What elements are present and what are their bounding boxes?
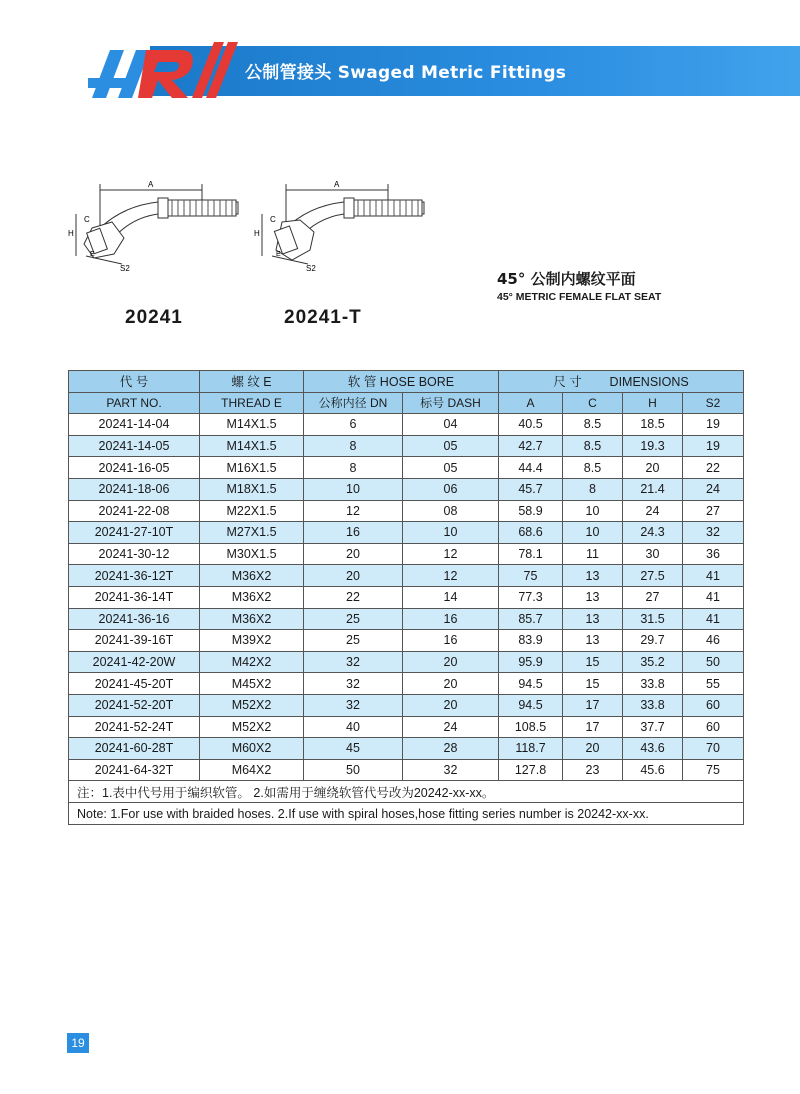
table-row	[69, 759, 744, 781]
cell-dim-s2: 22	[683, 457, 744, 479]
cell-dash: 12	[403, 565, 499, 587]
cell-dn: 32	[304, 673, 403, 695]
cell-dim-a: 42.7	[499, 435, 563, 457]
table-row	[69, 630, 744, 652]
cell-dash: 28	[403, 738, 499, 760]
dim-label-h: H	[254, 229, 260, 238]
cell-dim-s2: 60	[683, 694, 744, 716]
cell-thread: M16X1.5	[200, 457, 304, 479]
cell-dim-s2: 55	[683, 673, 744, 695]
cell-dim-s2: 24	[683, 478, 744, 500]
product-title-cn: 45° 公制内螺纹平面	[497, 270, 636, 288]
cell-part-no: 20241-30-12	[69, 543, 200, 565]
cell-dim-a: 94.5	[499, 694, 563, 716]
dim-label-c: C	[84, 215, 90, 224]
header-h: H	[623, 392, 683, 414]
cell-dim-s2: 32	[683, 522, 744, 544]
cell-dn: 32	[304, 651, 403, 673]
cell-dim-c: 15	[563, 673, 623, 695]
cell-part-no: 20241-60-28T	[69, 738, 200, 760]
cell-dim-s2: 70	[683, 738, 744, 760]
cell-dash: 08	[403, 500, 499, 522]
page-number: 19	[67, 1033, 89, 1053]
cell-thread: M14X1.5	[200, 435, 304, 457]
cell-dim-s2: 46	[683, 630, 744, 652]
cell-dn: 20	[304, 565, 403, 587]
header-hose-bore: 软 管 HOSE BORE	[304, 371, 499, 393]
cell-dim-h: 30	[623, 543, 683, 565]
note-cn: 注：1.表中代号用于编织软管。 2.如需用于缠绕软管代号改为20242-xx-xx。	[69, 781, 744, 803]
header-a: A	[499, 392, 563, 414]
cell-dim-c: 10	[563, 500, 623, 522]
cell-dim-a: 95.9	[499, 651, 563, 673]
cell-dim-s2: 60	[683, 716, 744, 738]
cell-dn: 40	[304, 716, 403, 738]
cell-dash: 14	[403, 586, 499, 608]
cell-dim-c: 8.5	[563, 435, 623, 457]
cell-dim-s2: 41	[683, 565, 744, 587]
header-part-en: PART NO.	[69, 392, 200, 414]
cell-dash: 20	[403, 651, 499, 673]
cell-part-no: 20241-14-05	[69, 435, 200, 457]
cell-part-no: 20241-52-24T	[69, 716, 200, 738]
header-dn: 公称内径 DN	[304, 392, 403, 414]
cell-dim-c: 17	[563, 716, 623, 738]
cell-dim-s2: 41	[683, 586, 744, 608]
header-c: C	[563, 392, 623, 414]
cell-dim-h: 31.5	[623, 608, 683, 630]
cell-dim-a: 44.4	[499, 457, 563, 479]
cell-dim-s2: 27	[683, 500, 744, 522]
dim-label-a: A	[148, 180, 154, 189]
cell-dash: 16	[403, 608, 499, 630]
cell-dim-s2: 19	[683, 435, 744, 457]
cell-dim-h: 19.3	[623, 435, 683, 457]
cell-dim-h: 21.4	[623, 478, 683, 500]
fitting-drawing-20241	[62, 170, 252, 275]
cell-dim-c: 15	[563, 651, 623, 673]
cell-part-no: 20241-36-12T	[69, 565, 200, 587]
dim-label-c: C	[270, 215, 276, 224]
cell-dim-h: 35.2	[623, 651, 683, 673]
model-number-1: 20241	[125, 307, 183, 328]
cell-thread: M60X2	[200, 738, 304, 760]
cell-dash: 20	[403, 673, 499, 695]
cell-dash: 20	[403, 694, 499, 716]
header-thread-cn: 螺 纹 E	[200, 371, 304, 393]
header-s2: S2	[683, 392, 744, 414]
cell-dim-h: 43.6	[623, 738, 683, 760]
cell-dim-a: 40.5	[499, 414, 563, 436]
header-dash: 标号 DASH	[403, 392, 499, 414]
cell-dim-h: 27.5	[623, 565, 683, 587]
cell-dim-c: 13	[563, 608, 623, 630]
table-row	[69, 694, 744, 716]
note-en: Note: 1.For use with braided hoses. 2.If use with spiral hoses,hose fitting series number is 20242-xx-xx.	[69, 803, 744, 825]
cell-dn: 25	[304, 608, 403, 630]
cell-dn: 8	[304, 435, 403, 457]
cell-dn: 8	[304, 457, 403, 479]
table-row	[69, 500, 744, 522]
table-row	[69, 435, 744, 457]
cell-dim-a: 45.7	[499, 478, 563, 500]
cell-dim-h: 24.3	[623, 522, 683, 544]
cell-thread: M36X2	[200, 565, 304, 587]
cell-dim-s2: 50	[683, 651, 744, 673]
cell-thread: M64X2	[200, 759, 304, 781]
cell-dim-c: 13	[563, 586, 623, 608]
table-row	[69, 565, 744, 587]
cell-dim-c: 13	[563, 630, 623, 652]
cell-thread: M14X1.5	[200, 414, 304, 436]
cell-dim-a: 94.5	[499, 673, 563, 695]
model-number-2: 20241-T	[284, 307, 362, 328]
cell-thread: M52X2	[200, 716, 304, 738]
cell-thread: M27X1.5	[200, 522, 304, 544]
cell-part-no: 20241-14-04	[69, 414, 200, 436]
product-title-en: 45° METRIC FEMALE FLAT SEAT	[497, 291, 662, 303]
cell-dn: 50	[304, 759, 403, 781]
cell-dim-h: 20	[623, 457, 683, 479]
table-row	[69, 738, 744, 760]
cell-dim-c: 11	[563, 543, 623, 565]
cell-part-no: 20241-39-16T	[69, 630, 200, 652]
cell-dim-h: 24	[623, 500, 683, 522]
cell-dim-a: 68.6	[499, 522, 563, 544]
cell-dim-a: 127.8	[499, 759, 563, 781]
cell-part-no: 20241-42-20W	[69, 651, 200, 673]
cell-dash: 05	[403, 457, 499, 479]
cell-dim-h: 37.7	[623, 716, 683, 738]
cell-dim-a: 78.1	[499, 543, 563, 565]
cell-dn: 25	[304, 630, 403, 652]
cell-thread: M30X1.5	[200, 543, 304, 565]
cell-part-no: 20241-27-10T	[69, 522, 200, 544]
cell-part-no: 20241-18-06	[69, 478, 200, 500]
cell-dash: 10	[403, 522, 499, 544]
cell-dim-h: 29.7	[623, 630, 683, 652]
cell-part-no: 20241-36-14T	[69, 586, 200, 608]
table-row	[69, 478, 744, 500]
cell-dim-h: 45.6	[623, 759, 683, 781]
dim-label-h: H	[68, 229, 74, 238]
cell-dim-s2: 19	[683, 414, 744, 436]
header-part-cn: 代 号	[69, 371, 200, 393]
table-row	[69, 586, 744, 608]
header-title: 公制管接头 Swaged Metric Fittings	[245, 63, 567, 83]
cell-dim-c: 8.5	[563, 414, 623, 436]
dim-label-s2: S2	[120, 264, 130, 273]
table-row	[69, 673, 744, 695]
cell-dim-c: 10	[563, 522, 623, 544]
cell-dn: 12	[304, 500, 403, 522]
cell-part-no: 20241-64-32T	[69, 759, 200, 781]
table-row	[69, 543, 744, 565]
dim-label-s2: S2	[306, 264, 316, 273]
cell-dash: 06	[403, 478, 499, 500]
cell-dim-c: 8.5	[563, 457, 623, 479]
cell-dash: 16	[403, 630, 499, 652]
cell-dim-a: 58.9	[499, 500, 563, 522]
spec-table	[68, 370, 744, 825]
header-dimensions: 尺 寸 DIMENSIONS	[499, 371, 744, 393]
cell-dn: 10	[304, 478, 403, 500]
table-row	[69, 716, 744, 738]
cell-dn: 16	[304, 522, 403, 544]
dim-label-a: A	[334, 180, 340, 189]
cell-dim-s2: 75	[683, 759, 744, 781]
header-thread-en: THREAD E	[200, 392, 304, 414]
cell-thread: M18X1.5	[200, 478, 304, 500]
cell-dim-h: 33.8	[623, 673, 683, 695]
cell-dim-c: 20	[563, 738, 623, 760]
dim-label-e: E	[90, 251, 95, 258]
cell-dim-a: 75	[499, 565, 563, 587]
cell-dim-c: 8	[563, 478, 623, 500]
cell-part-no: 20241-45-20T	[69, 673, 200, 695]
cell-dn: 20	[304, 543, 403, 565]
cell-dim-a: 77.3	[499, 586, 563, 608]
cell-dash: 05	[403, 435, 499, 457]
cell-dim-a: 83.9	[499, 630, 563, 652]
cell-dn: 22	[304, 586, 403, 608]
cell-dash: 32	[403, 759, 499, 781]
fitting-drawing-20241-t	[248, 170, 438, 275]
cell-thread: M39X2	[200, 630, 304, 652]
cell-dim-s2: 41	[683, 608, 744, 630]
cell-dn: 32	[304, 694, 403, 716]
table-row	[69, 457, 744, 479]
cell-dim-h: 33.8	[623, 694, 683, 716]
table-row	[69, 522, 744, 544]
table-row	[69, 414, 744, 436]
cell-dim-h: 18.5	[623, 414, 683, 436]
table-row	[69, 651, 744, 673]
cell-thread: M52X2	[200, 694, 304, 716]
dim-label-e: E	[276, 251, 281, 258]
cell-thread: M36X2	[200, 586, 304, 608]
hr-logo-icon	[88, 38, 248, 104]
cell-dim-a: 85.7	[499, 608, 563, 630]
cell-thread: M22X1.5	[200, 500, 304, 522]
cell-part-no: 20241-52-20T	[69, 694, 200, 716]
cell-dim-h: 27	[623, 586, 683, 608]
cell-dn: 45	[304, 738, 403, 760]
cell-dim-c: 17	[563, 694, 623, 716]
cell-dim-a: 108.5	[499, 716, 563, 738]
cell-dn: 6	[304, 414, 403, 436]
cell-dash: 24	[403, 716, 499, 738]
cell-thread: M36X2	[200, 608, 304, 630]
cell-dim-a: 118.7	[499, 738, 563, 760]
cell-dim-s2: 36	[683, 543, 744, 565]
table-row	[69, 608, 744, 630]
cell-thread: M45X2	[200, 673, 304, 695]
cell-part-no: 20241-16-05	[69, 457, 200, 479]
cell-part-no: 20241-36-16	[69, 608, 200, 630]
cell-dim-c: 23	[563, 759, 623, 781]
cell-dash: 12	[403, 543, 499, 565]
cell-part-no: 20241-22-08	[69, 500, 200, 522]
cell-dash: 04	[403, 414, 499, 436]
cell-dim-c: 13	[563, 565, 623, 587]
cell-thread: M42X2	[200, 651, 304, 673]
